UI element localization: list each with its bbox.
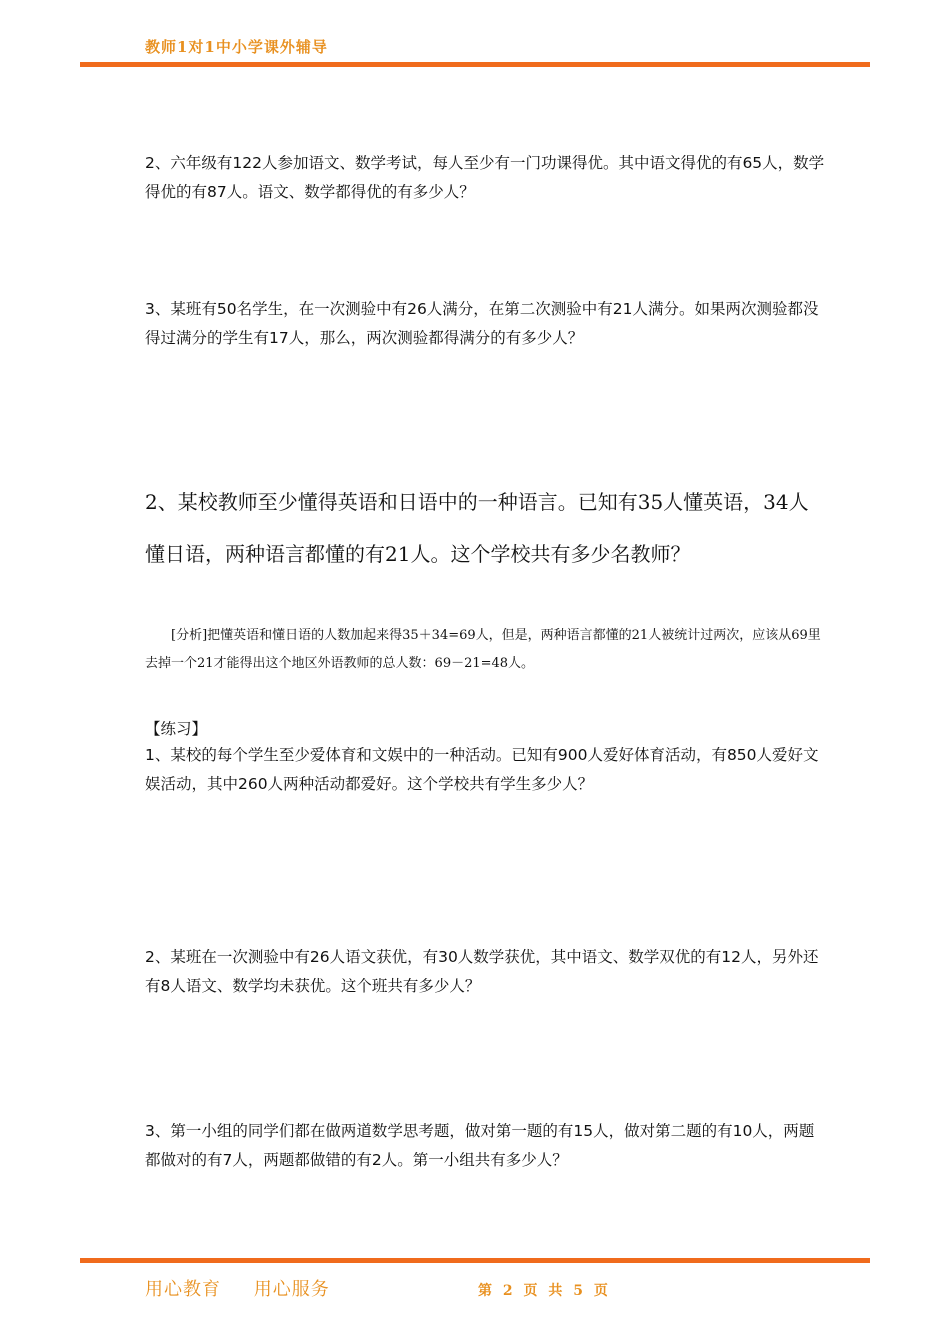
practice-question-2 [145,943,825,1001]
analysis-text: [分析]把懂英语和懂日语的人数加起来得35＋34=69人，但是，两种语言都懂的21人被统计过两次，应该从69里去掉一个21才能得出这个地区外语教师的总人数：69－21=48人。 [145,628,821,671]
footer-rule [80,1258,870,1263]
footer-slogan: 用心教育 [145,1279,221,1300]
footer-slogans [145,1275,356,1301]
question-text: 2、六年级有122人参加语文、数学考试，每人至少有一门功课得优。其中语文得优的有65人，数学得优的有87人。语文、数学都得优的有多少人？ [145,154,825,201]
example-question-2 [145,476,825,580]
example-analysis [145,622,825,678]
question-text: 2、某班在一次测验中有26人语文获优，有30人数学获优，其中语文、数学双优的有12人，另外还有8人语文、数学均未获优。这个班共有多少人？ [145,948,819,995]
question-2a [145,149,825,207]
footer-slogan: 用心服务 [253,1279,330,1300]
header-rule [80,62,870,67]
question-3a [145,295,825,353]
header-title: 教师1对1中小学课外辅导 [145,38,328,56]
practice-question-3 [145,1117,825,1175]
question-text: 2、某校教师至少懂得英语和日语中的一种语言。已知有35人懂英语，34人懂日语，两种语言都懂的有21人。这个学校共有多少名教师？ [145,490,809,566]
practice-question-1 [145,741,825,799]
question-text: 1、某校的每个学生至少爱体育和文娱中的一种活动。已知有900人爱好体育活动，有850人爱好文娱活动，其中260人两种活动都爱好。这个学校共有学生多少人？ [145,746,819,793]
page-number: 第 2 页 共 5 页 [478,1283,611,1299]
question-text: 3、第一小组的同学们都在做两道数学思考题，做对第一题的有15人，做对第二题的有10人，两题都做对的有7人，两题都做错的有2人。第一小组共有多少人？ [145,1122,815,1169]
question-text: 3、某班有50名学生，在一次测验中有26人满分，在第二次测验中有21人满分。如果两次测验都没得过满分的学生有17人，那么，两次测验都得满分的有多少人？ [145,300,819,347]
practice-label: 【练习】 [145,720,208,738]
